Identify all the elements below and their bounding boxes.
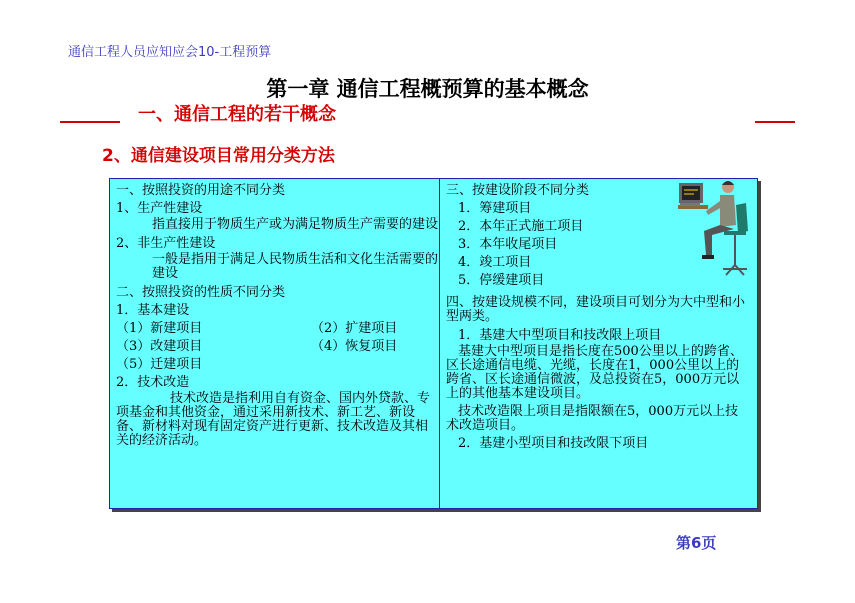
right-line-11: 2．基建小型项目和技改限下项目 xyxy=(458,436,649,451)
left-line-9: 技术改造是指利用自有资金、国内外贷款、专项基金和其他资金，通过采用新技术、新工艺、新设备、新材料对现有固定资产进行更新、技术改造及其相关的经济活动。 xyxy=(116,391,431,448)
left-item-2b: （4）恢复项目 xyxy=(311,339,398,354)
left-line-6: 二、按照投资的性质不同分类 xyxy=(116,285,286,300)
left-row-2 xyxy=(116,338,439,356)
header-text: 通信工程人员应知应会10-工程预算 xyxy=(68,45,272,60)
section-heading: 2、通信建设项目常用分类方法 xyxy=(102,146,335,166)
left-row-3 xyxy=(116,356,439,374)
right-line-1: 三、按建设阶段不同分类 xyxy=(446,183,590,198)
left-line-4: 2、非生产性建设 xyxy=(116,236,216,251)
page-number: 第6页 xyxy=(676,534,717,552)
right-line-7: 四、按建设规模不同，建设项目可划分为大中型和小型两类。 xyxy=(446,295,746,324)
left-line-2: 1、生产性建设 xyxy=(116,201,203,216)
right-line-8: 1．基建大中型项目和技改限上项目 xyxy=(458,328,662,343)
left-item-1a: （1）新建项目 xyxy=(116,321,203,336)
left-line-8: 2．技术改造 xyxy=(116,375,190,390)
title-rule-right xyxy=(755,121,795,123)
right-line-10: 技术改造限上项目是指限额在5，000万元以上技术改造项目。 xyxy=(446,404,739,433)
left-line-7: 1．基本建设 xyxy=(116,303,190,318)
right-line-2: 1．筹建项目 xyxy=(458,201,532,216)
right-line-5: 4．竣工项目 xyxy=(458,255,532,270)
person-at-computer-icon xyxy=(676,175,751,280)
right-line-6: 5．停缓建项目 xyxy=(458,273,545,288)
right-line-3: 2．本年正式施工项目 xyxy=(458,219,584,234)
right-line-4: 3．本年收尾项目 xyxy=(458,237,558,252)
right-line-9: 基建大中型项目是指长度在500公里以上的跨省、区长途通信电缆、光缆，长度在1，000公里以上的跨省、区长途通信微波，及总投资在5，000万元以上的其他基本建设项目。 xyxy=(446,344,743,401)
left-item-3a: （5）迁建项目 xyxy=(116,357,203,372)
left-line-1: 一、按照投资的用途不同分类 xyxy=(116,183,286,198)
left-item-2a: （3）改建项目 xyxy=(116,339,203,354)
left-row-1 xyxy=(116,320,439,338)
title-rule-left xyxy=(60,121,120,123)
subtitle: 一、通信工程的若干概念 xyxy=(138,104,336,125)
page-title: 第一章 通信工程概预算的基本概念 xyxy=(266,77,589,101)
left-line-5: 一般是指用于满足人民物质生活和文化生活需要的建设 xyxy=(152,252,439,281)
left-line-3: 指直接用于物质生产或为满足物质生产需要的建设 xyxy=(152,217,439,232)
left-item-1b: （2）扩建项目 xyxy=(311,321,398,336)
classification-box-left xyxy=(109,178,446,509)
